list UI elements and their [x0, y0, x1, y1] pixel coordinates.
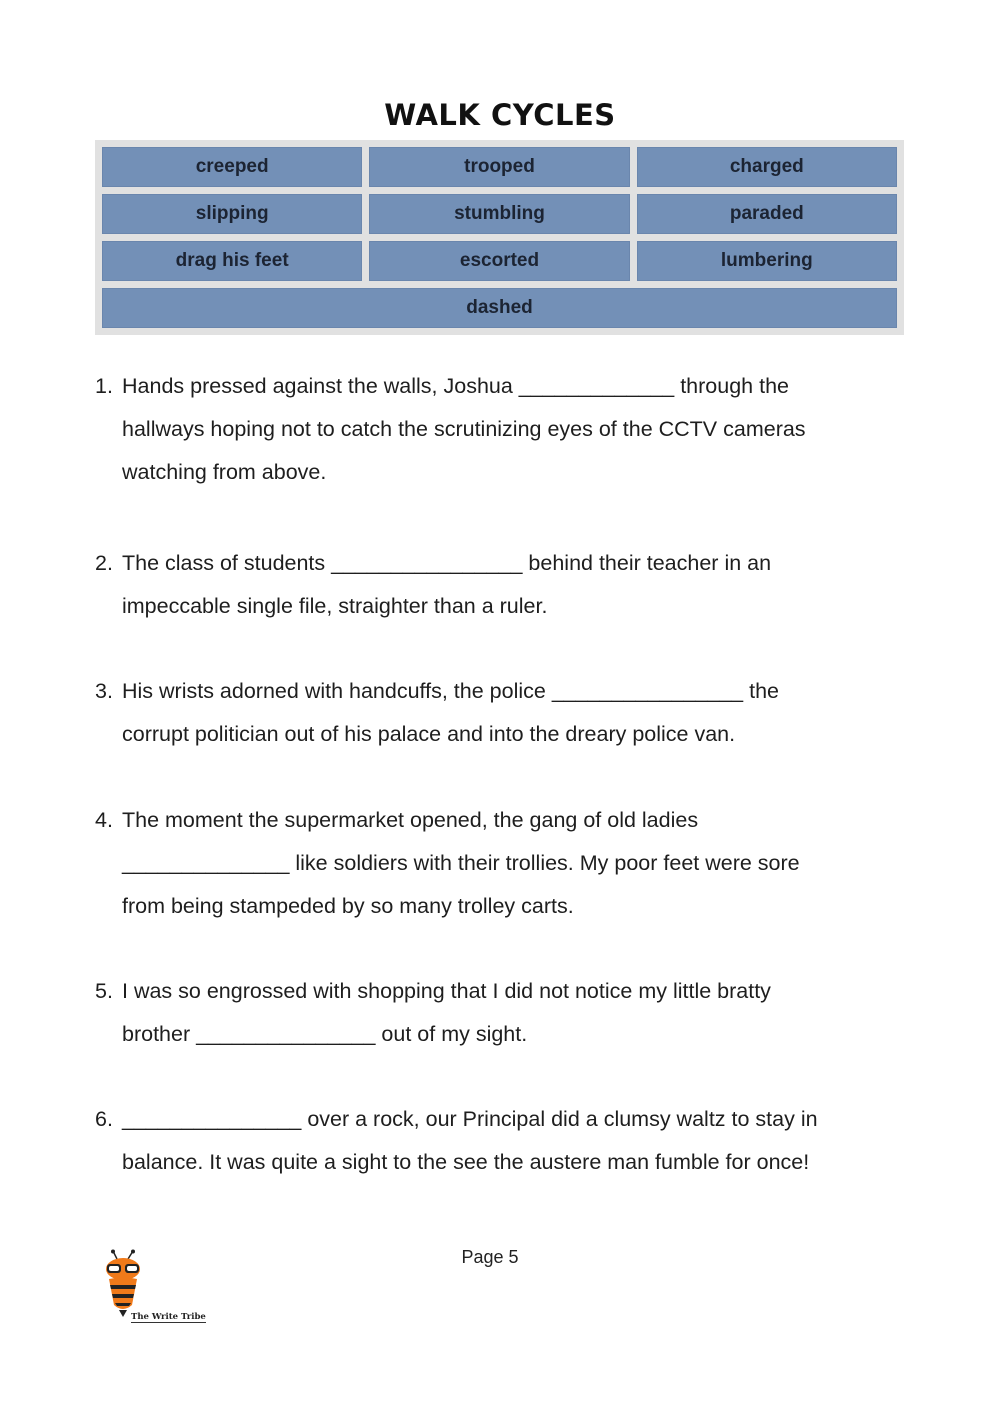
- question-line: Hands pressed against the walls, Joshua _____________ through the: [122, 374, 789, 398]
- word-bank-cell: creeped: [102, 147, 362, 187]
- worksheet-title: WALK CYCLES: [384, 98, 616, 132]
- question-line: impeccable single file, straighter than a ruler.: [122, 594, 548, 618]
- question-number: 5.: [95, 979, 113, 1003]
- question-line: The moment the supermarket opened, the gang of old ladies: [122, 808, 699, 832]
- question-line: hallways hoping not to catch the scrutinizing eyes of the CCTV cameras: [122, 417, 806, 441]
- question-line: watching from above.: [122, 460, 327, 484]
- word-bank: [95, 140, 904, 335]
- logo-text: The Write Tribe: [131, 1312, 206, 1322]
- question-number: 1.: [95, 374, 113, 398]
- question-4: [95, 799, 905, 928]
- word-bank-cell: stumbling: [369, 194, 629, 234]
- page-number: Page 5: [461, 1247, 519, 1267]
- question-line: His wrists adorned with handcuffs, the police ________________ the: [122, 679, 779, 703]
- bee-icon: [98, 1249, 158, 1319]
- question-line: _______________ over a rock, our Principal did a clumsy waltz to stay in: [122, 1107, 818, 1131]
- word-bank-cell: slipping: [102, 194, 362, 234]
- question-number: 2.: [95, 551, 113, 575]
- question-line: brother _______________ out of my sight.: [122, 1022, 528, 1046]
- word-bank-cell: dashed: [102, 288, 897, 328]
- question-line: The class of students ________________ behind their teacher in an: [122, 551, 772, 575]
- question-line: from being stampeded by so many trolley carts.: [122, 894, 574, 918]
- question-number: 4.: [95, 808, 113, 832]
- word-bank-cell: charged: [637, 147, 897, 187]
- question-2: [95, 542, 905, 628]
- word-bank-cell: escorted: [369, 241, 629, 281]
- question-3: [95, 670, 905, 756]
- question-line: corrupt politician out of his palace and into the dreary police van.: [122, 722, 736, 746]
- word-bank-cell: drag his feet: [102, 241, 362, 281]
- word-bank-cell: paraded: [637, 194, 897, 234]
- question-line: balance. It was quite a sight to the see the austere man fumble for once!: [122, 1150, 810, 1174]
- question-line: ______________ like soldiers with their trollies. My poor feet were sore: [122, 851, 800, 875]
- word-bank-cell: trooped: [369, 147, 629, 187]
- write-tribe-logo: [98, 1249, 208, 1327]
- question-number: 6.: [95, 1107, 113, 1131]
- question-5: [95, 970, 905, 1056]
- question-6: [95, 1098, 905, 1184]
- question-1: [95, 365, 905, 494]
- question-number: 3.: [95, 679, 113, 703]
- question-line: I was so engrossed with shopping that I did not notice my little bratty: [122, 979, 771, 1003]
- word-bank-cell: lumbering: [637, 241, 897, 281]
